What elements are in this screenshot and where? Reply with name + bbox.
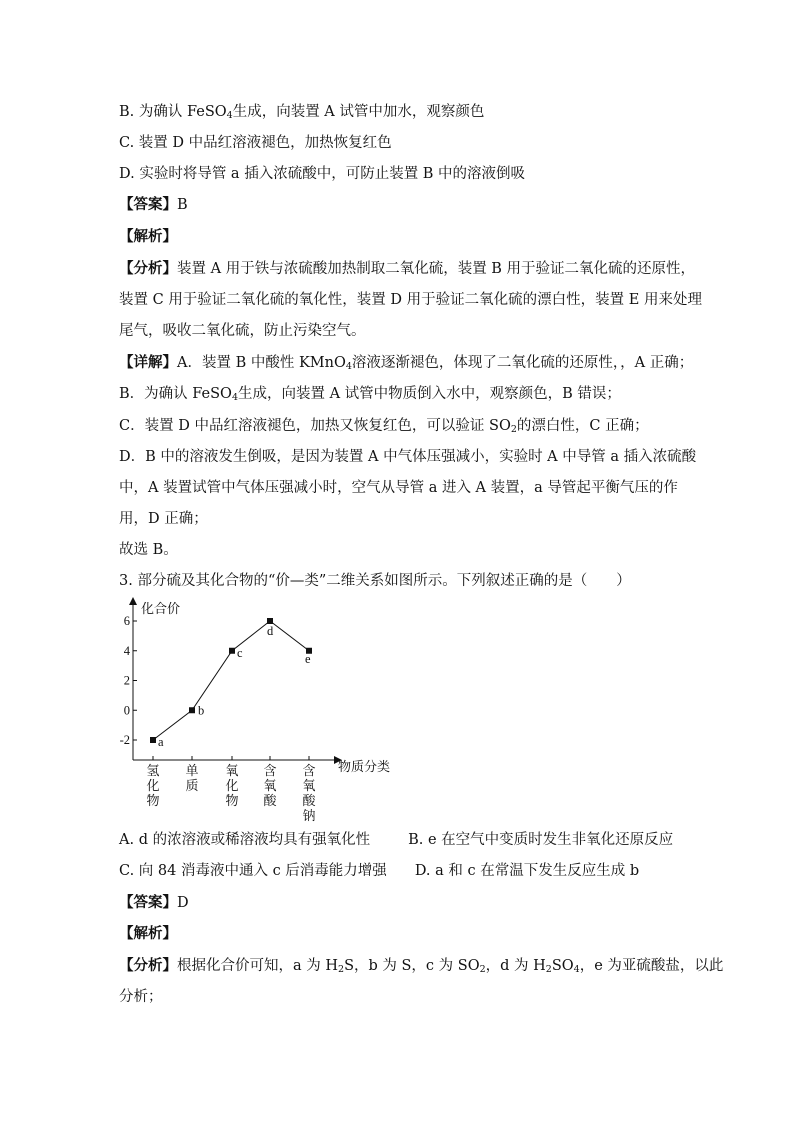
q3-fenxi-line2: 分析； xyxy=(119,989,163,1005)
y-tick-label: 4 xyxy=(123,643,130,658)
series-line xyxy=(153,621,309,740)
point-label-b: b xyxy=(198,703,205,718)
y-axis-title: 化合价 xyxy=(141,602,181,617)
y-tick-label: 2 xyxy=(123,673,130,688)
y-tick-label: 6 xyxy=(123,614,130,628)
data-point-a xyxy=(150,737,156,743)
q3-options-row1 xyxy=(119,830,673,850)
x-category-label: 氢化物 xyxy=(146,764,160,809)
answer-value: B xyxy=(177,197,188,213)
q2-detail-a: 【详解】A．装置 B 中酸性 KMnO$_4$溶液逐渐褪色，体现了二氧化硫的还原性，，A 正确； xyxy=(119,354,694,372)
prev-option-b: B. 为确认 FeSO$_4$生成，向装置 A 试管中加水，观察颜色 xyxy=(119,104,485,121)
point-label-c: c xyxy=(237,645,243,660)
q3-option-b: B. e 在空气中变质时发生非氧化还原反应 xyxy=(408,832,674,848)
x-category-label: 氧化物 xyxy=(225,764,239,809)
answer-tag: 【答案】 xyxy=(119,196,177,213)
q3-fenxi-line1: 【分析】根据化合价可知，a 为 $H_2S$，b 为 S，c 为 $SO_2$，d 为 $H_2SO_4$，e 为亚硫酸盐，以此 xyxy=(119,957,724,975)
prev-option-c: C. 装置 D 中品红溶液褪色，加热恢复红色 xyxy=(119,135,392,151)
q2-detail-d-line2: 中，A 装置试管中气体压强减小时，空气从导管 a 进入 A 装置，a 导管起平衡气压的作 xyxy=(119,480,678,496)
x-category-label: 含氧酸钠 xyxy=(302,764,316,824)
q2-detail-d-line3: 用，D 正确； xyxy=(119,511,208,527)
x-category-label: 含氧酸 xyxy=(263,764,277,809)
q3-option-a: A. d 的浓溶液或稀溶液均具有强氧化性 xyxy=(119,832,371,848)
q2-fenxi-line2: 装置 C 用于验证二氧化硫的氧化性，装置 D 用于验证二氧化硫的漂白性，装置 E 用来处理 xyxy=(119,292,702,308)
answer-tag: 【答案】 xyxy=(119,894,177,911)
prev-option-d: D. 实验时将导管 a 插入浓硫酸中，可防止装置 B 中的溶液倒吸 xyxy=(119,166,526,182)
answer-value: D xyxy=(177,895,189,911)
q3-options-row2 xyxy=(119,861,639,881)
point-label-e: e xyxy=(305,651,311,666)
point-label-d: d xyxy=(267,624,274,638)
data-point-b xyxy=(189,707,195,713)
data-point-c xyxy=(229,648,235,654)
x-axis-title: 物质分类 xyxy=(338,760,391,775)
q2-fenxi-line3: 尾气，吸收二氧化硫，防止污染空气。 xyxy=(119,323,366,339)
q2-detail-b: B．为确认 FeSO$_4$生成，向装置 A 试管中物质倒入水中，观察颜色，B 错误； xyxy=(119,386,621,403)
q2-detail-d-line1: D．B 中的溶液发生倒吸，是因为装置 A 中气体压强减小，实验时 A 中导管 a 插入浓硫酸 xyxy=(119,449,697,465)
point-label-a: a xyxy=(158,735,164,749)
q3-stem: 3. 部分硫及其化合物的“价—类”二维关系如图所示。下列叙述正确的是（ ） xyxy=(119,573,631,589)
q2-analysis-tag: 【解析】 xyxy=(119,228,177,245)
y-tick-label: 0 xyxy=(123,703,130,718)
q3-analysis-tag: 【解析】 xyxy=(119,925,177,942)
q3-option-d: D. a 和 c 在常温下发生反应生成 b xyxy=(414,863,640,879)
y-tick-label: -2 xyxy=(119,733,130,747)
q2-conclusion: 故选 B。 xyxy=(119,542,178,558)
x-category-label: 单质 xyxy=(185,764,199,794)
q2-detail-c: C．装置 D 中品红溶液褪色，加热又恢复红色，可以验证 $SO_2$的漂白性，C 正确； xyxy=(119,418,649,435)
q2-fenxi-line1: 【分析】装置 A 用于铁与浓硫酸加热制取二氧化硫，装置 B 用于验证二氧化硫的还原性， xyxy=(119,260,696,277)
q3-option-c: C. 向 84 消毒液中通入 c 后消毒能力增强 xyxy=(119,863,387,879)
q3-answer xyxy=(119,893,189,913)
